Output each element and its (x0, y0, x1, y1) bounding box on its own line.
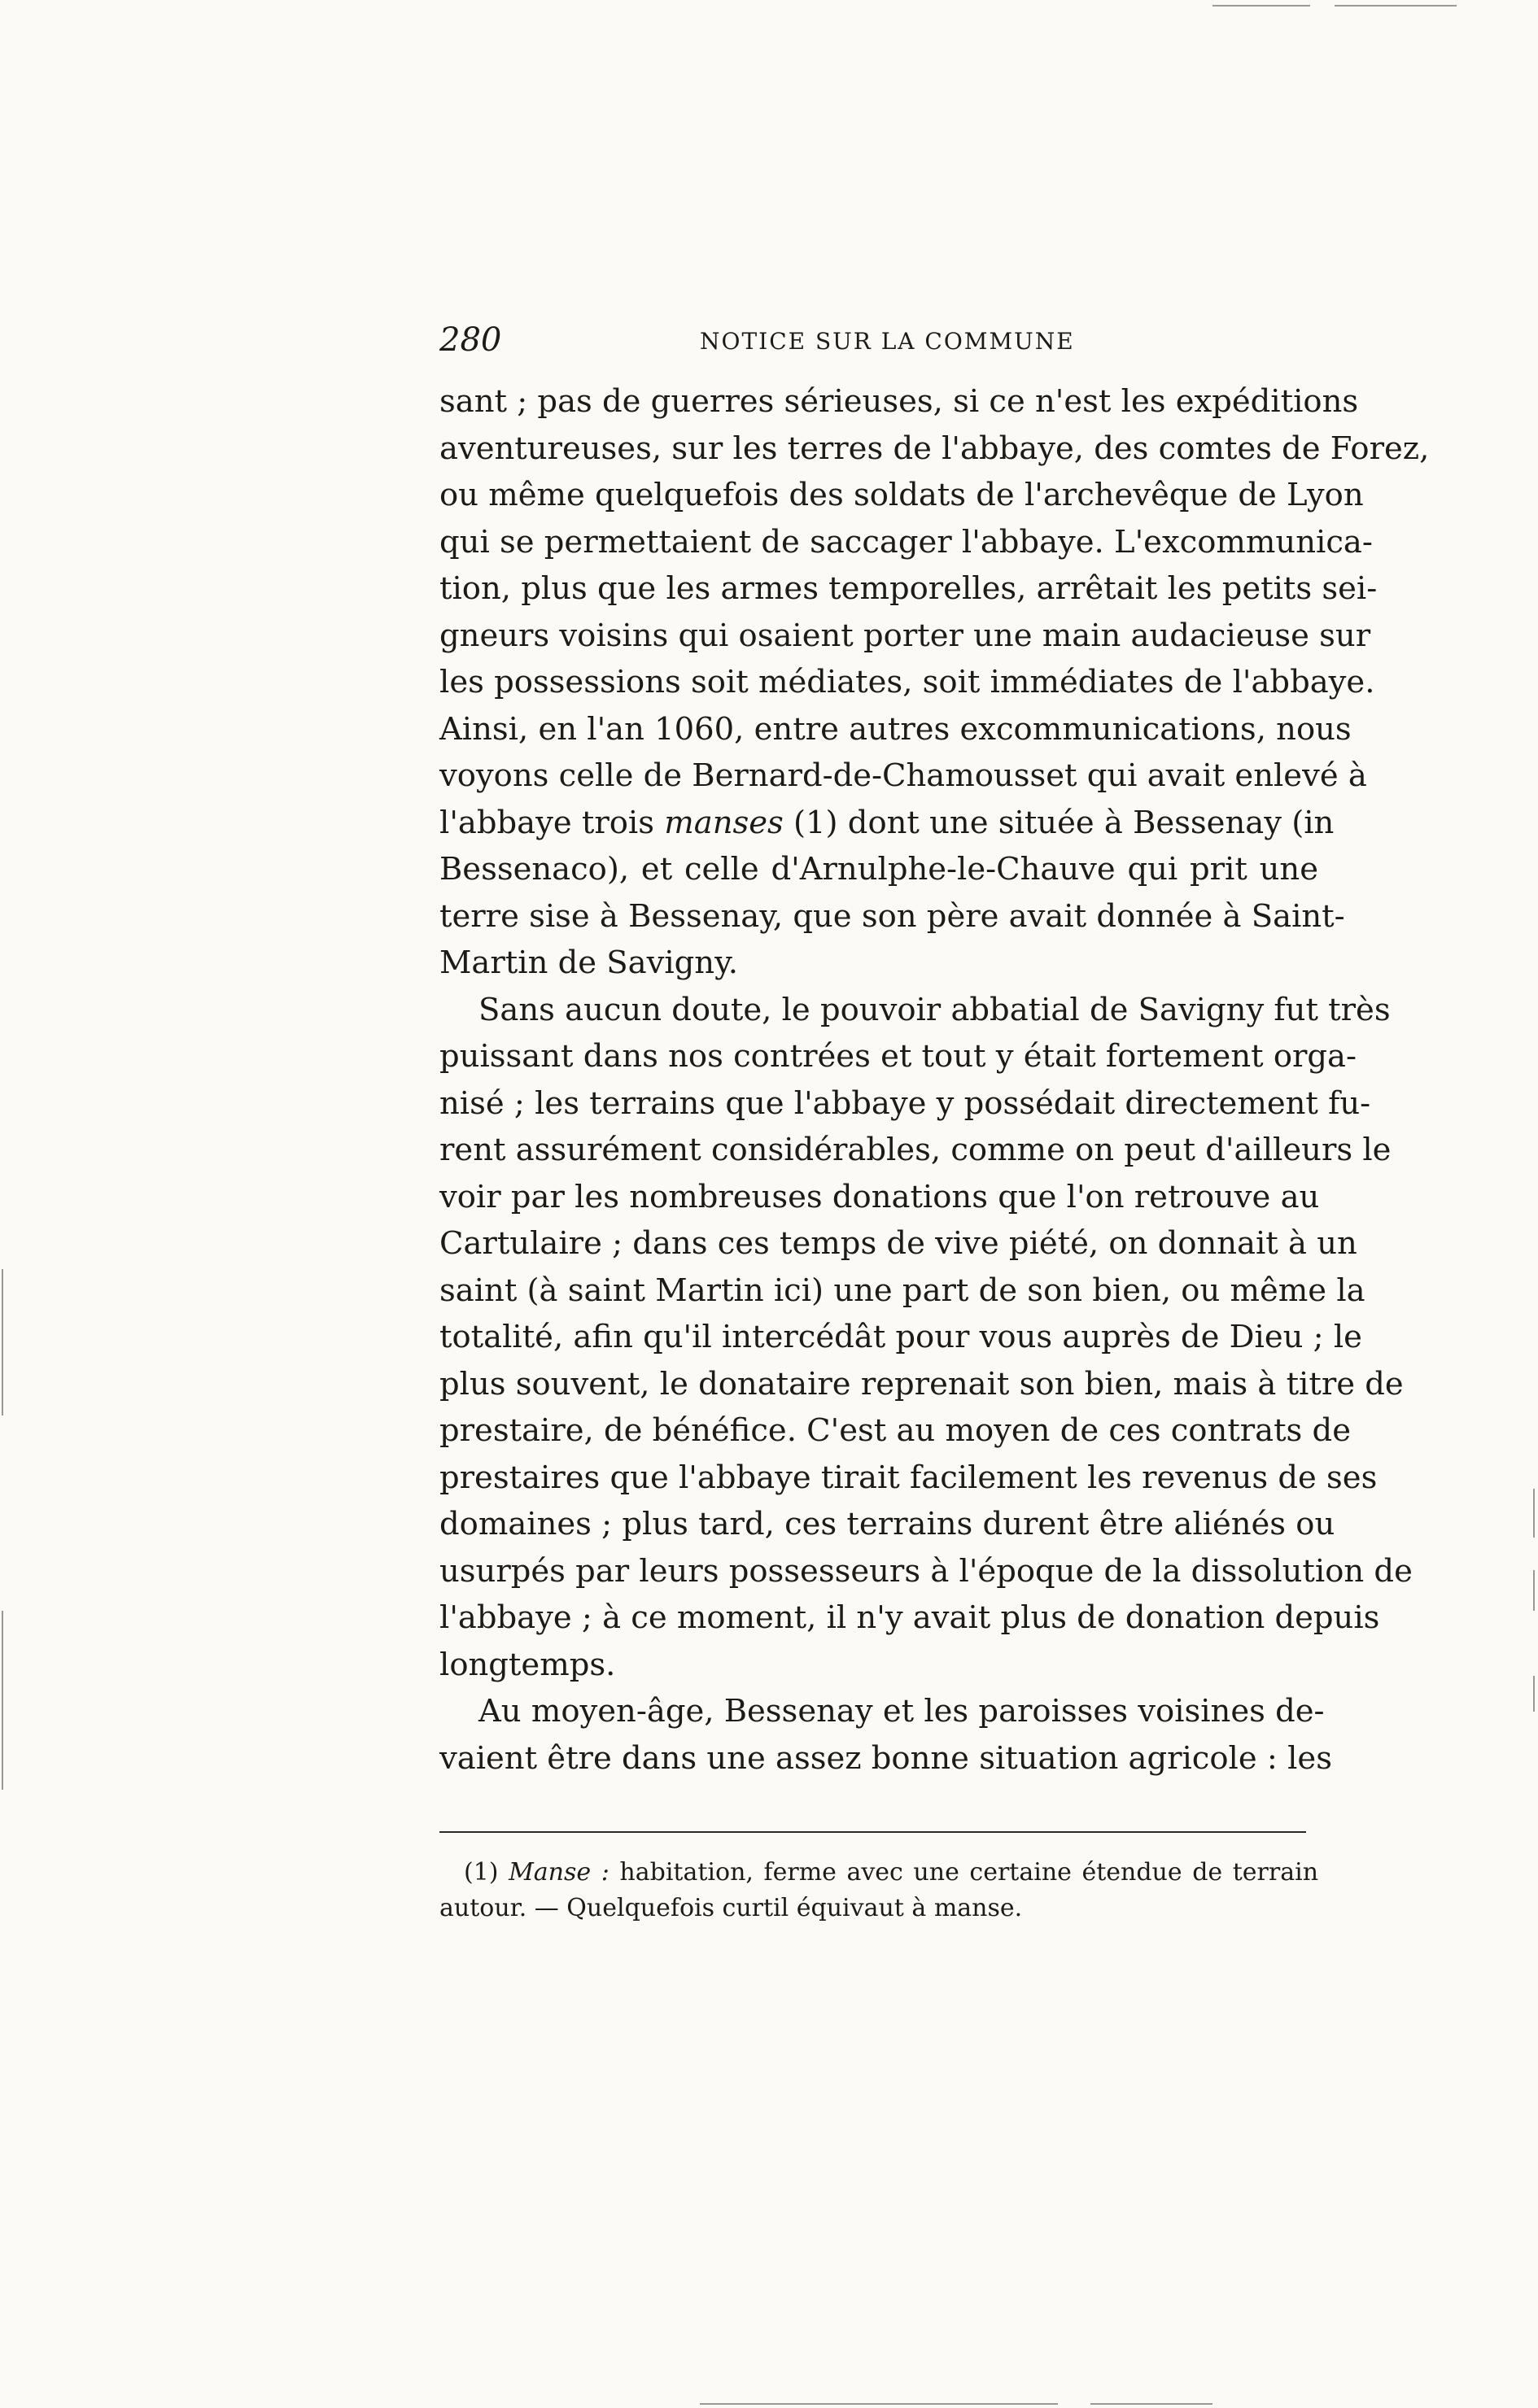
text-line: sant ; pas de guerres sérieuses, si ce n'est les expéditions (439, 383, 1359, 420)
text-line: prestaire, de bénéfice. C'est au moyen de ces contrats de (439, 1412, 1351, 1449)
scan-edge-top-1 (1212, 5, 1310, 7)
text-line: longtemps. (439, 1646, 616, 1683)
footnotes (439, 1855, 1318, 1926)
text-line: Sans aucun doute, le pouvoir abbatial de Savigny fut très (478, 991, 1391, 1028)
text-line: les possessions soit médiates, soit immédiates de l'abbaye. (439, 664, 1375, 700)
scan-edge-left-1 (2, 1269, 3, 1416)
text-line: Au moyen-âge, Bessenay et les paroisses voisines de- (478, 1693, 1325, 1730)
text-line: ou même quelquefois des soldats de l'archevêque de Lyon (439, 477, 1364, 513)
text-line: saint (à saint Martin ici) une part de son bien, ou même la (439, 1272, 1365, 1309)
text-line: aventureuses, sur les terres de l'abbaye, des comtes de Forez, (439, 430, 1430, 467)
text-line: vaient être dans une assez bonne situation agricole : les (439, 1739, 1332, 1777)
body-text (439, 378, 1430, 1782)
running-head: NOTICE SUR LA COMMUNE (700, 328, 1075, 355)
text-line: prestaires que l'abbaye tirait facilement les revenus de ses (439, 1459, 1378, 1496)
scan-edge-right-1 (1533, 1489, 1535, 1538)
footnote-rule (439, 1831, 1306, 1833)
text-line: Ainsi, en l'an 1060, entre autres excommunications, nous (439, 710, 1352, 748)
text-line: nisé ; les terrains que l'abbaye y possédait directement fu- (439, 1084, 1371, 1122)
text-line: Cartulaire ; dans ces temps de vive piété, on donnait à un (439, 1225, 1357, 1262)
scan-edge-left-2 (2, 1611, 3, 1790)
scan-edge-bottom-1 (700, 2403, 1058, 2405)
scan-edge-right-3 (1533, 1676, 1535, 1712)
text-line: domaines ; plus tard, ces terrains durent être aliénés ou (439, 1506, 1335, 1542)
text-line: l'abbaye trois manses (1) dont une située à Bessenay (in (439, 804, 1335, 841)
text-line: l'abbaye ; à ce moment, il n'y avait plus de donation depuis (439, 1599, 1380, 1636)
text-line: gneurs voisins qui osaient porter une main audacieuse sur (439, 617, 1371, 654)
text-line: tion, plus que les armes temporelles, arrêtait les petits sei- (439, 570, 1378, 607)
footnote-line: (1) Manse : habitation, ferme avec une certaine étendue de terrain (464, 1858, 1319, 1887)
scan-edge-bottom-2 (1090, 2403, 1212, 2405)
scan-edge-top-2 (1335, 5, 1457, 7)
scan-edge-right-2 (1533, 1570, 1535, 1611)
text-line: voyons celle de Bernard-de-Chamousset qui avait enlevé à (439, 757, 1367, 794)
text-line: rent assurément considérables, comme on peut d'ailleurs le (439, 1132, 1392, 1168)
text-line: terre sise à Bessenay, que son père avait donnée à Saint- (439, 897, 1345, 935)
footnote-line: autour. — Quelquefois curtil équivaut à manse. (439, 1894, 1023, 1922)
text-line: qui se permettaient de saccager l'abbaye. L'excommunica- (439, 523, 1373, 561)
text-line: plus souvent, le donataire reprenait son bien, mais à titre de (439, 1365, 1404, 1402)
text-line: voir par les nombreuses donations que l'on retrouve au (439, 1178, 1320, 1215)
text-line: Bessenaco), et celle d'Arnulphe-le-Chauve qui prit une (439, 851, 1318, 888)
text-line: totalité, afin qu'il intercédât pour vous auprès de Dieu ; le (439, 1319, 1362, 1355)
page-header (439, 321, 1318, 360)
text-line: puissant dans nos contrées et tout y était fortement orga- (439, 1038, 1357, 1075)
text-line: Martin de Savigny. (439, 944, 738, 981)
text-line: usurpés par leurs possesseurs à l'époque de la dissolution de (439, 1552, 1413, 1590)
page-number: 280 (439, 321, 502, 359)
